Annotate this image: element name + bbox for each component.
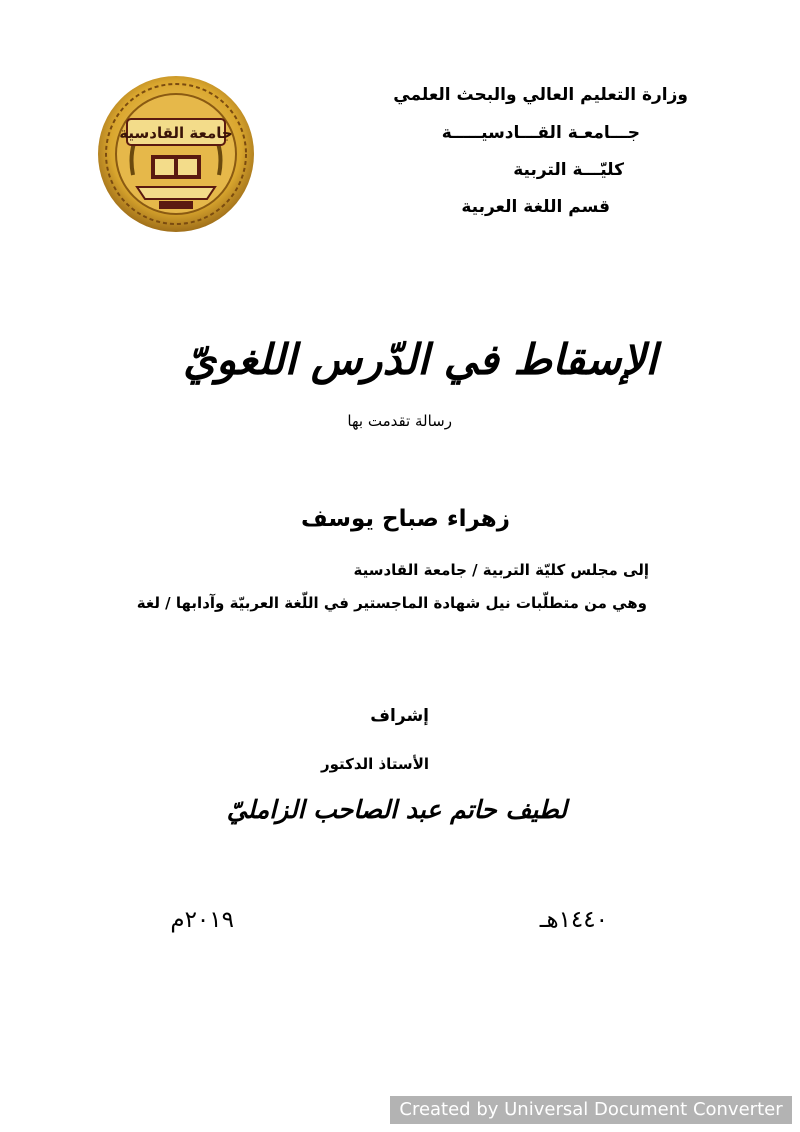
submitted-by-label: رسالة تقدمت بها [347,412,452,430]
college-name: كليّـــة التربية [513,160,624,180]
department-name: قسم اللغة العربية [461,197,610,217]
ministry-name: وزارة التعليم العالي والبحث العلمي [393,85,688,105]
author-name: زهراء صباح يوسف [300,506,510,532]
university-seal-logo [97,75,255,233]
supervisor-title: الأستاذ الدكتور [320,755,429,773]
university-name: جـــامعـة القـــادسيـــــة [441,123,640,143]
converter-watermark: Created by Universal Document Converter [390,1096,792,1124]
supervisor-name: لطيف حاتم عبد الصاحب الزامليّ [226,795,567,824]
degree-requirement-line: وهي من متطلّبات نيل شهادة الماجستير في اللّغة العربيّة وآدابها / لغة [136,594,647,612]
seal-text: جامعة القادسية [119,124,233,142]
date-hijri: ١٤٤٠هـ [539,907,608,933]
thesis-title: الإسقاط في الدّرس اللغويّ [183,335,657,384]
council-line: إلى مجلس كليّة التربية / جامعة القادسية [353,561,649,579]
supervision-label: إشراف [370,706,429,726]
date-gregorian: ٢٠١٩م [170,907,234,933]
